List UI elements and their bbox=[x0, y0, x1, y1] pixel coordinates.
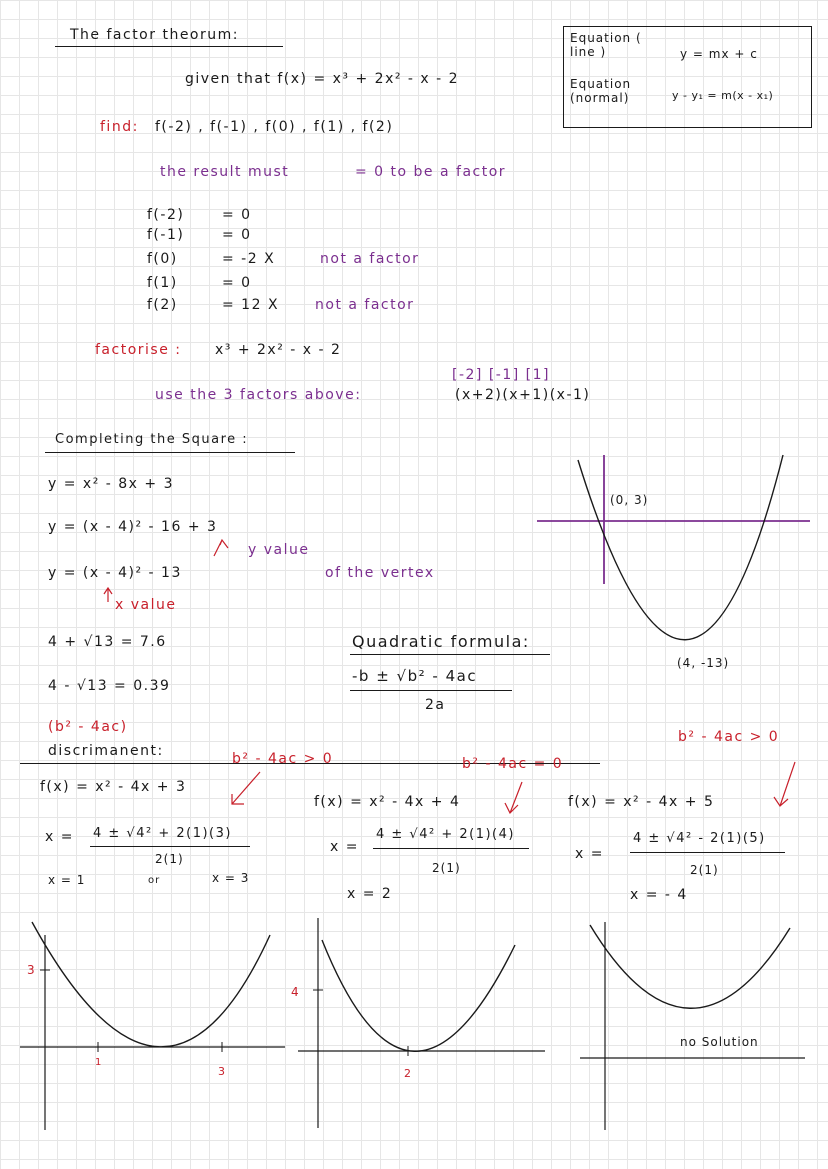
cs-line1: y = x² - 8x + 3 bbox=[48, 476, 174, 492]
graph2-x-label: 2 bbox=[404, 1067, 412, 1080]
vertex-note: of the vertex bbox=[325, 565, 435, 581]
factor-theorem-heading: The factor theorum: bbox=[70, 27, 239, 43]
case1-or: or bbox=[148, 875, 161, 886]
case3-solution: x = - 4 bbox=[630, 887, 688, 903]
case1-function: f(x) = x² - 4x + 3 bbox=[40, 779, 187, 795]
result-value: = -2 X bbox=[222, 251, 276, 267]
graph2-parabola bbox=[322, 940, 515, 1051]
completing-square-heading: Completing the Square : bbox=[55, 432, 249, 447]
case2-function: f(x) = x² - 4x + 4 bbox=[314, 794, 461, 810]
result-label: f(0) bbox=[147, 251, 178, 267]
find-label: find: bbox=[100, 119, 139, 135]
discriminant-heading: discrimanent: bbox=[48, 743, 164, 759]
graph2-y-label: 4 bbox=[291, 985, 300, 999]
b2-4ac-label: (b² - 4ac) bbox=[48, 719, 128, 735]
cs-graph-parabola bbox=[578, 455, 783, 640]
result-zero-text: = 0 to be a factor bbox=[355, 164, 507, 180]
case1-arrow bbox=[232, 772, 260, 804]
case3-arrow bbox=[774, 762, 795, 806]
case1-x-equals: x = bbox=[45, 829, 74, 845]
graph3-parabola bbox=[590, 925, 790, 1008]
case2-arrow bbox=[505, 782, 522, 813]
result-label: f(2) bbox=[147, 297, 178, 313]
case1-solution-a: x = 1 bbox=[48, 873, 86, 887]
y-value-note: y value bbox=[248, 542, 310, 558]
case2-x-equals: x = bbox=[330, 839, 359, 855]
case2-formula-numerator: 4 ± √4² + 2(1)(4) bbox=[376, 827, 515, 842]
find-values: f(-2) , f(-1) , f(0) , f(1) , f(2) bbox=[155, 119, 394, 135]
factors-expression: (x+2)(x+1)(x-1) bbox=[455, 387, 591, 403]
root-plus: 4 + √13 = 7.6 bbox=[48, 634, 167, 650]
case1-solution-b: x = 3 bbox=[212, 871, 250, 885]
given-statement: given that f(x) = x³ + 2x² - x - 2 bbox=[185, 71, 460, 87]
result-must-text: the result must bbox=[160, 164, 290, 180]
case3-condition: b² - 4ac > 0 bbox=[678, 729, 780, 745]
factorise-label: factorise : bbox=[95, 342, 182, 358]
x-value-arrow bbox=[104, 588, 112, 602]
quadratic-numerator: -b ± √b² - 4ac bbox=[352, 667, 478, 685]
cs-line2: y = (x - 4)² - 16 + 3 bbox=[48, 519, 218, 535]
y-intercept-label: (0, 3) bbox=[610, 493, 649, 507]
quadratic-formula-label: Quadratic formula: bbox=[352, 632, 530, 651]
equation-line-label: Equation ( line ) bbox=[570, 31, 642, 59]
result-value: = 12 X bbox=[222, 297, 280, 313]
result-value: = 0 bbox=[222, 207, 252, 223]
y-value-arrow bbox=[214, 540, 228, 556]
graph3-no-solution-label: no Solution bbox=[680, 1035, 759, 1049]
case1-formula-denominator: 2(1) bbox=[155, 852, 184, 866]
result-value: = 0 bbox=[222, 227, 252, 243]
cs-line3: y = (x - 4)² - 13 bbox=[48, 565, 182, 581]
case3-formula-numerator: 4 ± √4² - 2(1)(5) bbox=[633, 831, 766, 846]
result-value: = 0 bbox=[222, 275, 252, 291]
factorise-expression: x³ + 2x² - x - 2 bbox=[215, 342, 342, 358]
result-label: f(1) bbox=[147, 275, 178, 291]
case2-condition: b² - 4ac = 0 bbox=[462, 756, 564, 772]
equation-normal-formula: y - y₁ = m(x - x₁) bbox=[672, 89, 774, 102]
vertex-label: (4, -13) bbox=[677, 656, 730, 670]
use-factors-text: use the 3 factors above: bbox=[155, 387, 362, 403]
result-label: f(-2) bbox=[147, 207, 185, 223]
graph1-y-label: 3 bbox=[27, 963, 36, 977]
case3-formula-denominator: 2(1) bbox=[690, 863, 719, 877]
roots-bracket: [-2] [-1] [1] bbox=[452, 367, 550, 383]
case1-condition: b² - 4ac > 0 bbox=[232, 751, 334, 767]
result-label: f(-1) bbox=[147, 227, 185, 243]
graph1-x2-label: 3 bbox=[218, 1065, 226, 1078]
case3-x-equals: x = bbox=[575, 846, 604, 862]
root-minus: 4 - √13 = 0.39 bbox=[48, 678, 171, 694]
not-factor-note: not a factor bbox=[320, 251, 420, 267]
case3-function: f(x) = x² - 4x + 5 bbox=[568, 794, 715, 810]
x-value-note: x value bbox=[115, 597, 177, 613]
equation-line-formula: y = mx + c bbox=[680, 47, 758, 61]
not-factor-note: not a factor bbox=[315, 297, 415, 313]
graph1-x1-label: 1 bbox=[95, 1057, 103, 1068]
graph1-parabola bbox=[32, 922, 270, 1047]
case2-formula-denominator: 2(1) bbox=[432, 861, 461, 875]
quadratic-denominator: 2a bbox=[425, 697, 446, 713]
case1-formula-numerator: 4 ± √4² + 2(1)(3) bbox=[93, 826, 232, 841]
equation-normal-label: Equation (normal) bbox=[570, 77, 632, 105]
case2-solution: x = 2 bbox=[347, 886, 393, 902]
